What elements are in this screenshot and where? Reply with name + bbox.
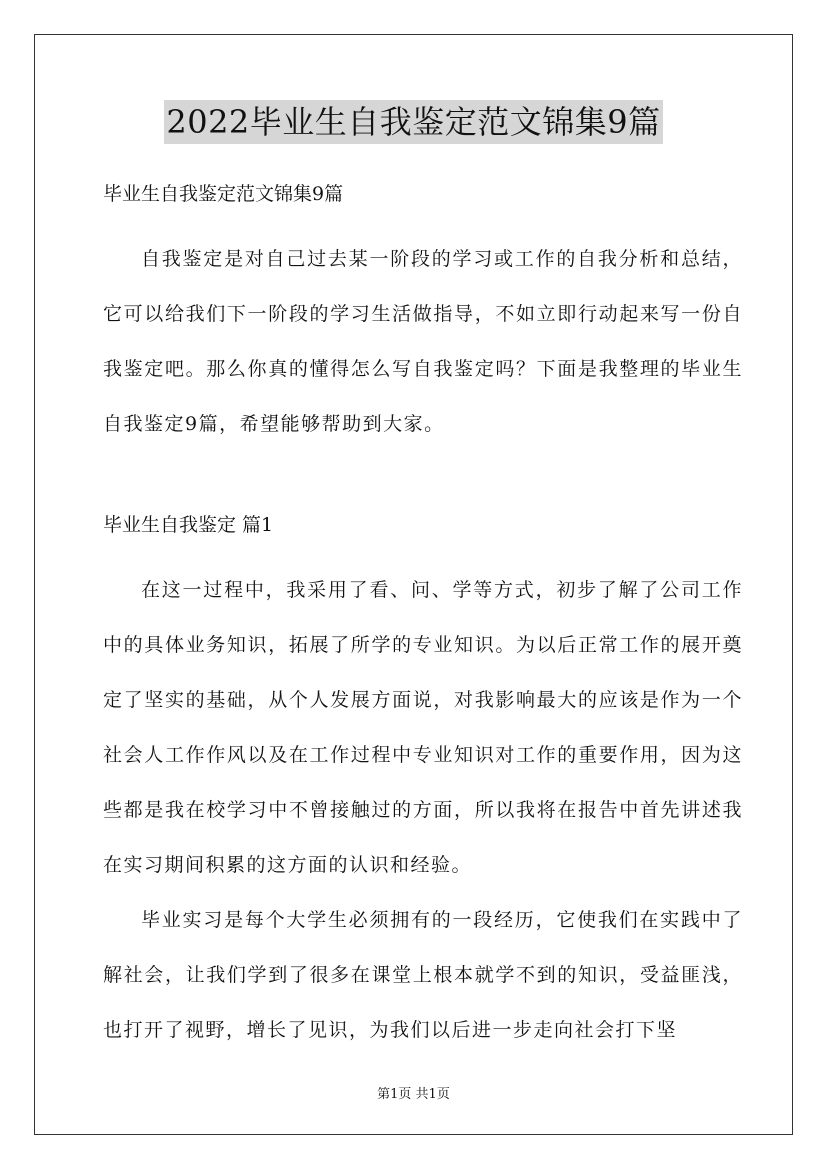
section-paragraph: 毕业实习是每个大学生必须拥有的一段经历，它使我们在实践中了解社会，让我们学到了很多在课堂上根本就学不到的知识，受益匪浅，也打开了视野，增长了见识，为我们以后进一步走向社会打下坚 <box>103 909 743 1041</box>
document-title: 2022毕业生自我鉴定范文锦集9篇 <box>164 100 662 144</box>
spacer <box>103 452 743 507</box>
spacer <box>103 212 743 232</box>
document-subtitle: 毕业生自我鉴定范文锦集9篇 <box>103 183 344 205</box>
title-container <box>0 100 827 144</box>
page-footer: 第1页 共1页 <box>377 1087 450 1102</box>
intro-paragraph: 自我鉴定是对自己过去某一阶段的学习或工作的自我分析和总结，它可以给我们下一阶段的学习生活做指导，不如立即行动起来写一份自我鉴定吧。那么你真的懂得怎么写自我鉴定吗？下面是我整理的毕业生自我鉴定9篇，希望能够帮助到大家。 <box>103 248 743 435</box>
section-paragraph: 在这一过程中，我采用了看、问、学等方式，初步了解了公司工作中的具体业务知识，拓展了所学的专业知识。为以后正常工作的展开奠定了坚实的基础，从个人发展方面说，对我影响最大的应该是作为一个社会人工作作风以及在工作过程中专业知识对工作的重要作用，因为这些都是我在校学习中不曾接触过的方面，所以我将在报告中首先讲述我在实习期间积累的这方面的认识和经验。 <box>103 579 743 876</box>
document-body <box>103 176 743 1058</box>
section-heading: 毕业生自我鉴定 篇1 <box>103 514 274 536</box>
spacer <box>103 543 743 563</box>
